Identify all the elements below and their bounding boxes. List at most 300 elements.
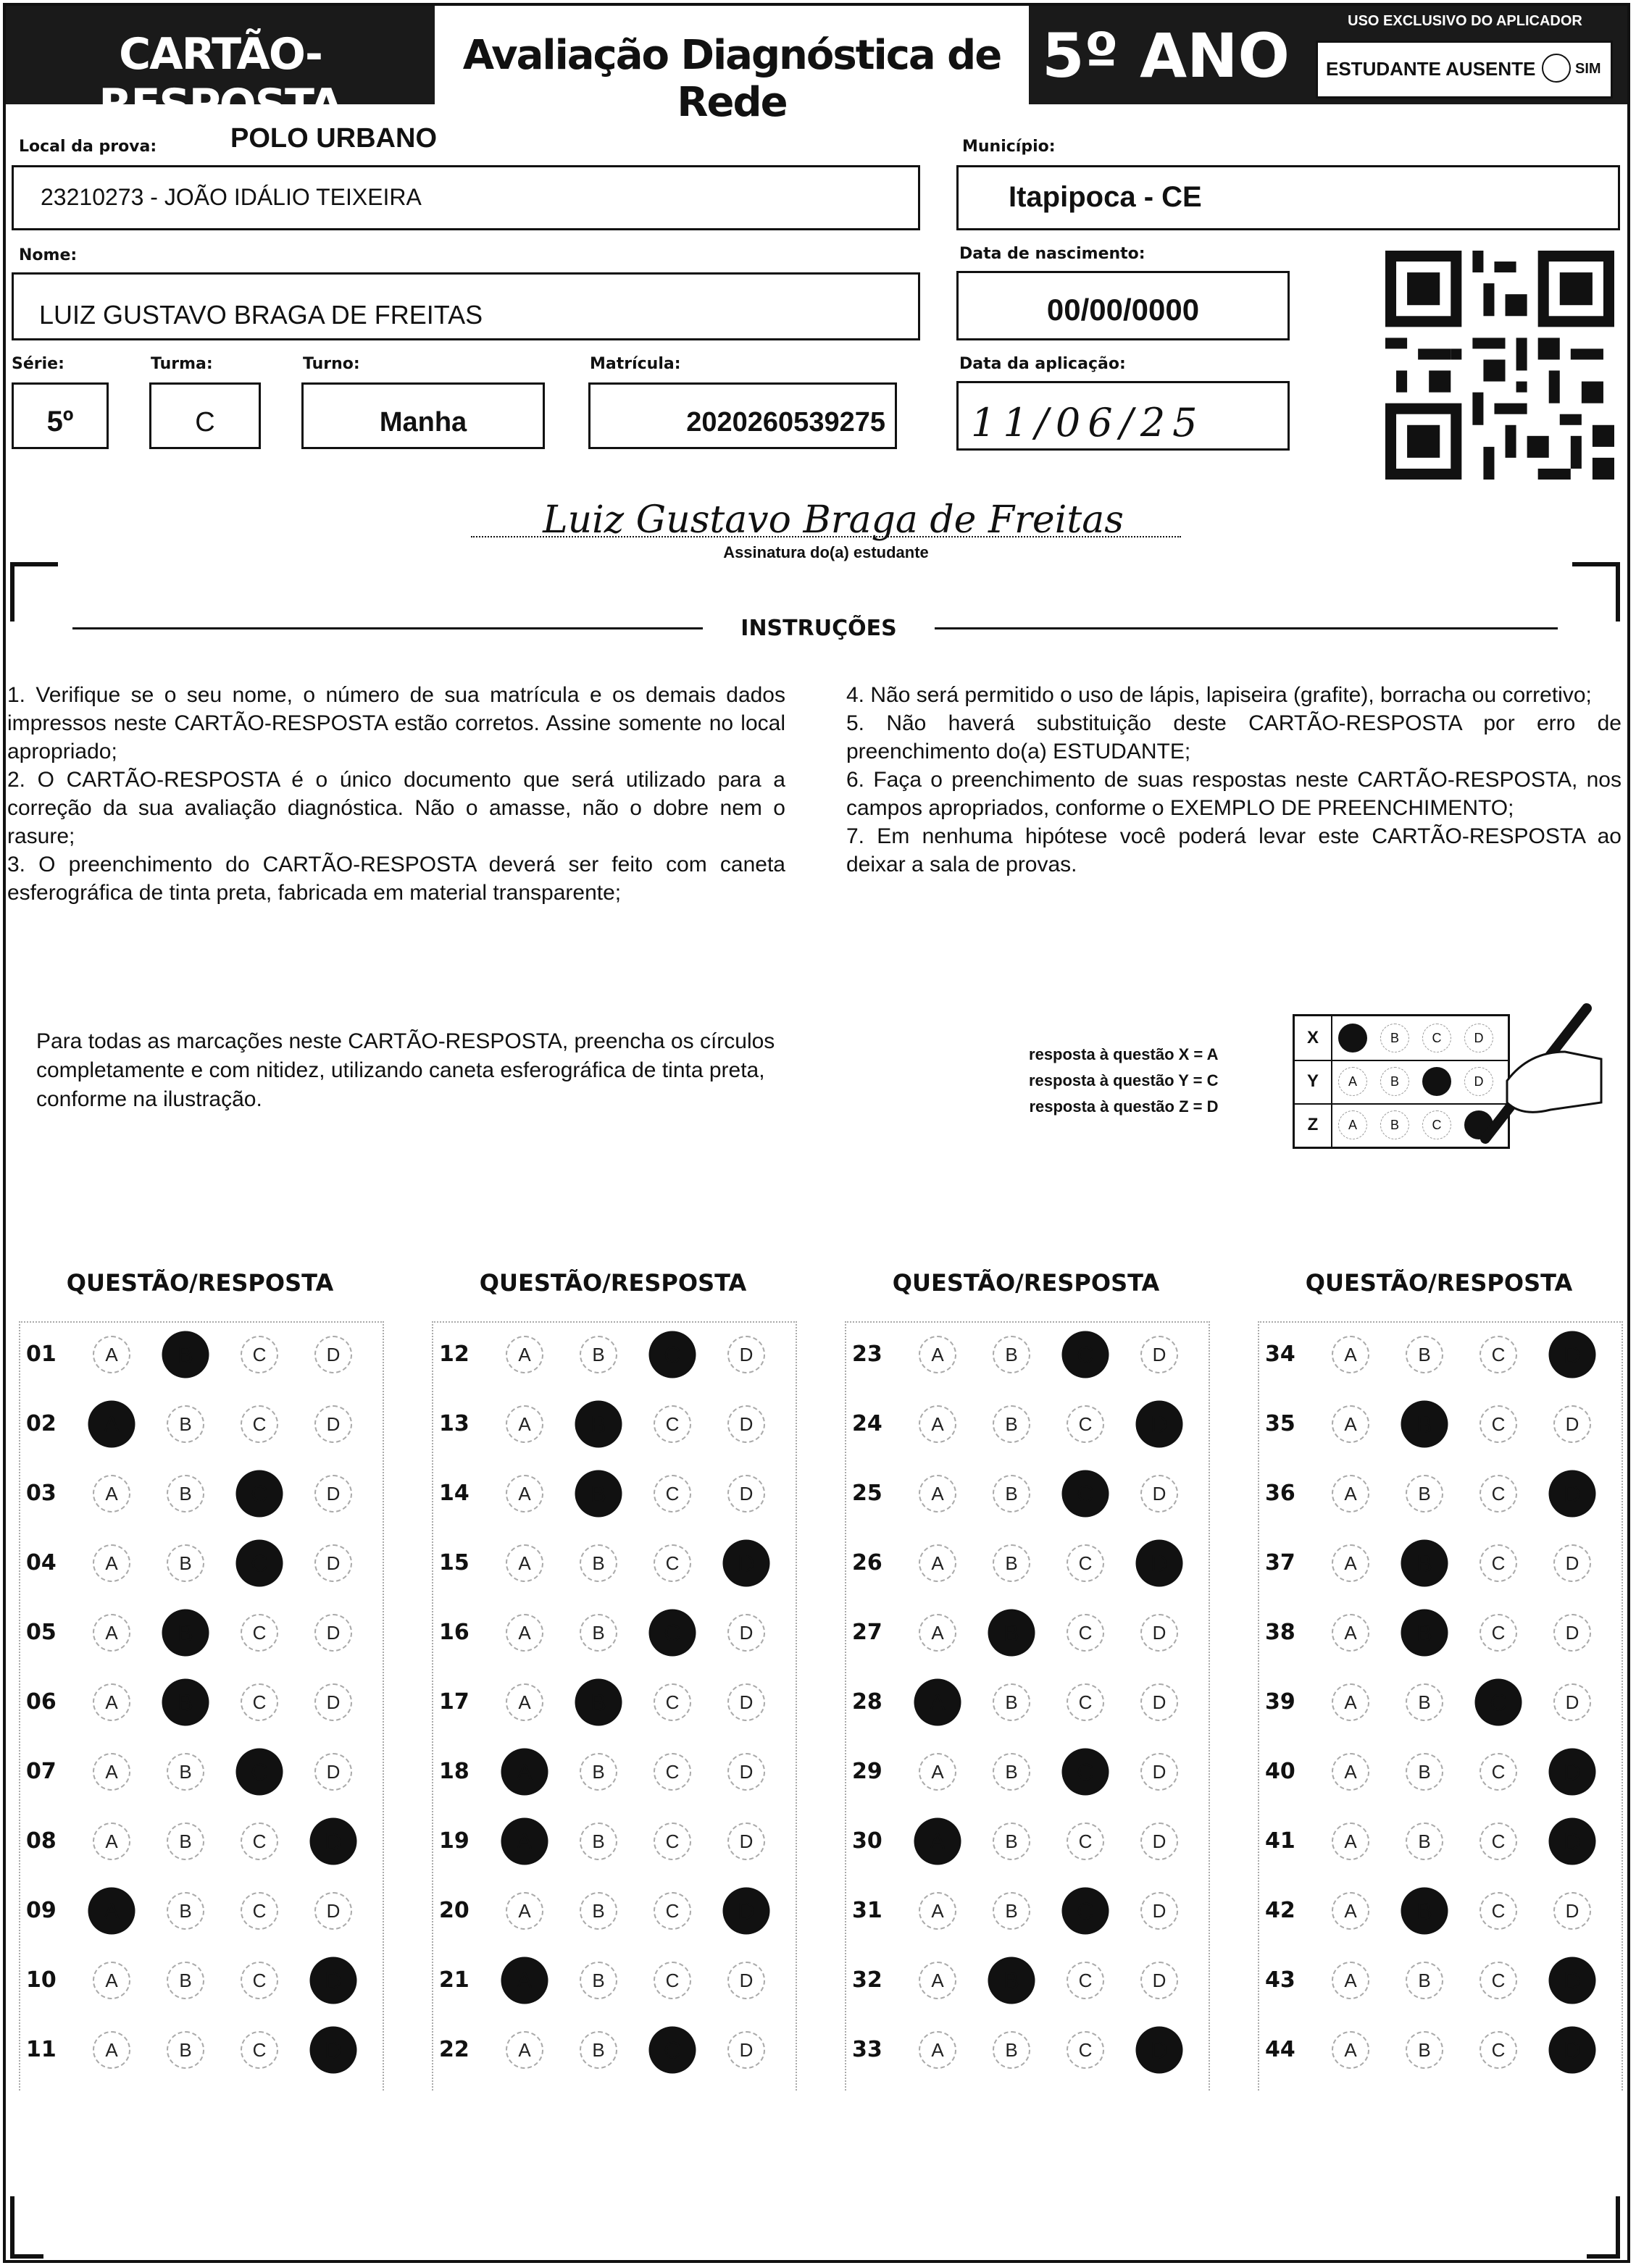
question-number: 15 bbox=[439, 1550, 469, 1576]
answer-row bbox=[425, 1823, 801, 1860]
absent-bubble[interactable] bbox=[1542, 54, 1571, 83]
answer-bubble-c[interactable]: C bbox=[1480, 1962, 1517, 1999]
answer-bubble-a[interactable]: A bbox=[506, 2031, 543, 2069]
answer-bubble-a[interactable]: A bbox=[1332, 1544, 1369, 1582]
answer-row bbox=[1251, 1683, 1627, 1721]
answer-bubble-c[interactable]: C bbox=[1067, 1823, 1104, 1860]
answer-bubble-d[interactable]: D bbox=[723, 1540, 770, 1587]
answer-bubble-b[interactable]: B bbox=[580, 2031, 617, 2069]
question-number: 07 bbox=[26, 1759, 57, 1784]
answer-row bbox=[1251, 1475, 1627, 1512]
turma-label: Turma: bbox=[151, 355, 213, 373]
answer-bubble-d[interactable]: D bbox=[1553, 1405, 1591, 1443]
answer-bubble-c[interactable]: C bbox=[1475, 1679, 1522, 1726]
answer-bubble-b[interactable]: B bbox=[1406, 1683, 1443, 1721]
answer-bubble-c[interactable]: C bbox=[236, 1470, 283, 1518]
question-number: 40 bbox=[1265, 1759, 1295, 1784]
answer-bubble-a[interactable]: A bbox=[88, 1401, 135, 1448]
question-number: 13 bbox=[439, 1411, 469, 1436]
answer-bubble-b[interactable]: B bbox=[162, 1331, 209, 1378]
answer-bubble-b[interactable]: B bbox=[1406, 1753, 1443, 1791]
signature-handwriting: Luiz Gustavo Braga de Freitas bbox=[543, 498, 1124, 542]
answer-bubble-b[interactable]: B bbox=[580, 1823, 617, 1860]
answer-bubble-a[interactable]: A bbox=[93, 2031, 130, 2069]
answer-bubble-c[interactable]: C bbox=[1062, 1470, 1109, 1518]
corner-mark-br bbox=[1587, 2196, 1620, 2259]
answer-bubble-a[interactable]: A bbox=[1332, 1405, 1369, 1443]
answer-bubble-a[interactable]: A bbox=[506, 1405, 543, 1443]
marking-note: Para todas as marcações neste CARTÃO-RESPOSTA, preencha os círculos completamente e com nitidez, utilizando caneta esferográfica de tinta preta, conforme na ilustração. bbox=[36, 1029, 775, 1111]
answer-bubble-d[interactable]: D bbox=[1553, 1892, 1591, 1930]
question-number: 08 bbox=[26, 1828, 57, 1854]
answer-bubble-c[interactable]: C bbox=[241, 1892, 278, 1930]
answer-bubble-c[interactable]: C bbox=[649, 2027, 696, 2074]
answer-row bbox=[12, 1823, 388, 1860]
question-number: 37 bbox=[1265, 1550, 1295, 1576]
answer-bubble-a[interactable]: A bbox=[919, 1962, 956, 1999]
answer-bubble-a[interactable]: A bbox=[93, 1475, 130, 1512]
answer-bubble-c[interactable]: C bbox=[1067, 1614, 1104, 1652]
exam-title: Avaliação Diagnóstica de Rede bbox=[462, 32, 1001, 126]
answer-bubble-d[interactable]: D bbox=[310, 1818, 357, 1865]
instructions-right bbox=[846, 681, 1622, 879]
question-number: 05 bbox=[26, 1620, 57, 1645]
answer-bubble-a[interactable]: A bbox=[919, 1753, 956, 1791]
answer-row bbox=[12, 1405, 388, 1443]
answer-bubble-b[interactable]: B bbox=[993, 1683, 1030, 1721]
corner-mark-tr bbox=[1572, 562, 1620, 622]
answer-bubble-d[interactable]: D bbox=[1140, 1336, 1178, 1373]
answer-bubble-a[interactable]: A bbox=[914, 1818, 961, 1865]
answer-bubble-d[interactable]: D bbox=[310, 1957, 357, 2004]
answer-row bbox=[838, 2031, 1214, 2069]
answer-bubble-b[interactable]: B bbox=[162, 1610, 209, 1657]
signature-label: Assinatura do(a) estudante bbox=[723, 543, 929, 561]
answer-bubble-a[interactable]: A bbox=[1332, 1475, 1369, 1512]
example-bubble-d: D bbox=[1464, 1067, 1493, 1096]
answer-bubble-b[interactable]: B bbox=[580, 1892, 617, 1930]
answer-bubble-b[interactable]: B bbox=[1406, 1962, 1443, 1999]
answer-row bbox=[12, 1336, 388, 1373]
answer-bubble-a[interactable]: A bbox=[93, 1753, 130, 1791]
question-number: 32 bbox=[852, 1967, 882, 1993]
question-number: 38 bbox=[1265, 1620, 1295, 1645]
answer-row bbox=[1251, 1614, 1627, 1652]
instruction-item: 5. Não haverá substituição deste CARTÃO-RESPOSTA por erro de preenchimento do(a) ESTUDANTE; bbox=[846, 711, 1622, 763]
answer-bubble-b[interactable]: B bbox=[1406, 1475, 1443, 1512]
answer-bubble-d[interactable]: D bbox=[314, 1544, 352, 1582]
question-number: 21 bbox=[439, 1967, 469, 1993]
answer-bubble-c[interactable]: C bbox=[241, 1405, 278, 1443]
answer-row bbox=[12, 2031, 388, 2069]
answer-bubble-b[interactable]: B bbox=[167, 1475, 204, 1512]
answer-bubble-d[interactable]: D bbox=[727, 1962, 765, 1999]
answer-bubble-a[interactable]: A bbox=[919, 1475, 956, 1512]
answer-bubble-b[interactable]: B bbox=[580, 1544, 617, 1582]
answer-bubble-d[interactable]: D bbox=[727, 1753, 765, 1791]
answer-bubble-c[interactable]: C bbox=[1480, 1475, 1517, 1512]
answer-bubble-a[interactable]: A bbox=[919, 2031, 956, 2069]
example-bubble-c: C bbox=[1422, 1024, 1451, 1053]
example-line: resposta à questão X = A bbox=[1029, 1045, 1219, 1063]
answer-bubble-b[interactable]: B bbox=[167, 2031, 204, 2069]
answer-bubble-d[interactable]: D bbox=[314, 1475, 352, 1512]
answer-bubble-d[interactable]: D bbox=[1140, 1753, 1178, 1791]
answer-bubble-c[interactable]: C bbox=[241, 1683, 278, 1721]
question-number: 39 bbox=[1265, 1689, 1295, 1715]
answer-bubble-a[interactable]: A bbox=[93, 1614, 130, 1652]
answer-bubble-d[interactable]: D bbox=[727, 1683, 765, 1721]
question-number: 04 bbox=[26, 1550, 57, 1576]
answer-bubble-b[interactable]: B bbox=[575, 1401, 622, 1448]
answer-bubble-a[interactable]: A bbox=[919, 1336, 956, 1373]
question-number: 27 bbox=[852, 1620, 882, 1645]
applicator-title: USO EXCLUSIVO DO APLICADOR bbox=[1348, 13, 1582, 29]
answer-bubble-b[interactable]: B bbox=[1406, 1823, 1443, 1860]
question-number: 18 bbox=[439, 1759, 469, 1784]
answer-column-title: QUESTÃO/RESPOSTA bbox=[1305, 1269, 1573, 1297]
answer-row bbox=[838, 1683, 1214, 1721]
answer-bubble-b[interactable]: B bbox=[167, 1405, 204, 1443]
signature-line bbox=[471, 536, 1181, 537]
answer-bubble-a[interactable]: A bbox=[919, 1544, 956, 1582]
answer-bubble-d[interactable]: D bbox=[1549, 1749, 1596, 1796]
answer-bubble-c[interactable]: C bbox=[1480, 1336, 1517, 1373]
answer-bubble-d[interactable]: D bbox=[310, 2027, 357, 2074]
answer-bubble-c[interactable]: C bbox=[1480, 1405, 1517, 1443]
answer-bubble-d[interactable]: D bbox=[723, 1888, 770, 1935]
answer-bubble-a[interactable]: A bbox=[506, 1614, 543, 1652]
answer-row bbox=[1251, 1962, 1627, 1999]
answer-bubble-b[interactable]: B bbox=[167, 1892, 204, 1930]
nome-value: LUIZ GUSTAVO BRAGA DE FREITAS bbox=[39, 300, 483, 330]
answer-bubble-b[interactable]: B bbox=[1401, 1401, 1448, 1448]
answer-bubble-b[interactable]: B bbox=[993, 1405, 1030, 1443]
answer-bubble-c[interactable]: C bbox=[241, 1823, 278, 1860]
answer-bubble-d[interactable]: D bbox=[314, 1753, 352, 1791]
answer-bubble-c[interactable]: C bbox=[1067, 1544, 1104, 1582]
answer-bubble-c[interactable]: C bbox=[654, 1962, 691, 1999]
answer-bubble-c[interactable]: C bbox=[1480, 2031, 1517, 2069]
answer-row bbox=[12, 1475, 388, 1512]
answer-bubble-d[interactable]: D bbox=[1136, 1540, 1183, 1587]
answer-bubble-c[interactable]: C bbox=[1480, 1753, 1517, 1791]
answer-bubble-c[interactable]: C bbox=[241, 1336, 278, 1373]
answer-bubble-b[interactable]: B bbox=[167, 1753, 204, 1791]
example-line: resposta à questão Y = C bbox=[1029, 1071, 1219, 1089]
question-number: 02 bbox=[26, 1411, 57, 1436]
answer-bubble-b[interactable]: B bbox=[988, 1957, 1035, 2004]
answer-bubble-b[interactable]: B bbox=[167, 1823, 204, 1860]
answer-row bbox=[12, 1962, 388, 1999]
answer-bubble-c[interactable]: C bbox=[649, 1610, 696, 1657]
answer-bubble-d[interactable]: D bbox=[1140, 1475, 1178, 1512]
question-number: 36 bbox=[1265, 1481, 1295, 1506]
absent-label: ESTUDANTE AUSENTE bbox=[1326, 58, 1536, 80]
example-row bbox=[1295, 1016, 1508, 1061]
answer-bubble-c[interactable]: C bbox=[654, 1544, 691, 1582]
example-line: resposta à questão Z = D bbox=[1029, 1097, 1219, 1116]
answer-bubble-b[interactable]: B bbox=[1401, 1540, 1448, 1587]
answer-bubble-d[interactable]: D bbox=[1140, 1962, 1178, 1999]
answer-bubble-d[interactable]: D bbox=[727, 2031, 765, 2069]
answer-row bbox=[12, 1614, 388, 1652]
question-number: 09 bbox=[26, 1898, 57, 1923]
answer-bubble-c[interactable]: C bbox=[1480, 1614, 1517, 1652]
matricula-label: Matrícula: bbox=[590, 355, 681, 373]
serie-value: 5º bbox=[46, 406, 74, 438]
answer-bubble-d[interactable]: D bbox=[314, 1683, 352, 1721]
question-number: 31 bbox=[852, 1898, 882, 1923]
question-number: 11 bbox=[26, 2037, 57, 2062]
answer-bubble-d[interactable]: D bbox=[314, 1405, 352, 1443]
answer-bubble-c[interactable]: C bbox=[1480, 1544, 1517, 1582]
answer-bubble-c[interactable]: C bbox=[241, 2031, 278, 2069]
answer-bubble-c[interactable]: C bbox=[654, 1892, 691, 1930]
nome-label: Nome: bbox=[19, 246, 78, 264]
answer-bubble-d[interactable]: D bbox=[727, 1405, 765, 1443]
answer-bubble-c[interactable]: C bbox=[1062, 1749, 1109, 1796]
instruction-item: 2. O CARTÃO-RESPOSTA é o único documento que será utilizado para a correção da sua avaliação diagnóstica. Não o amasse, não o dobre nem o rasure; bbox=[7, 768, 785, 848]
answer-bubble-b[interactable]: B bbox=[575, 1470, 622, 1518]
answer-bubble-b[interactable]: B bbox=[993, 1753, 1030, 1791]
answer-bubble-c[interactable]: C bbox=[1067, 1405, 1104, 1443]
answer-bubble-d[interactable]: D bbox=[1136, 1401, 1183, 1448]
question-number: 28 bbox=[852, 1689, 882, 1715]
answer-bubble-a[interactable]: A bbox=[93, 1683, 130, 1721]
answer-row bbox=[12, 1753, 388, 1791]
corner-mark-bl bbox=[10, 2196, 43, 2259]
answer-bubble-a[interactable]: A bbox=[506, 1683, 543, 1721]
example-bubble-a: A bbox=[1338, 1067, 1367, 1096]
answer-bubble-c[interactable]: C bbox=[1480, 1892, 1517, 1930]
answer-bubble-c[interactable]: C bbox=[654, 1683, 691, 1721]
answer-bubble-a[interactable]: A bbox=[501, 1818, 548, 1865]
answer-bubble-d[interactable]: D bbox=[1553, 1614, 1591, 1652]
answer-bubble-d[interactable]: D bbox=[727, 1614, 765, 1652]
municipio-value: Itapipoca - CE bbox=[1009, 181, 1202, 213]
answer-bubble-a[interactable]: A bbox=[1332, 1753, 1369, 1791]
answer-bubble-d[interactable]: D bbox=[1140, 1614, 1178, 1652]
answer-bubble-a[interactable]: A bbox=[1332, 1683, 1369, 1721]
answer-bubble-d[interactable]: D bbox=[1549, 1331, 1596, 1378]
answer-row bbox=[838, 1753, 1214, 1791]
answer-bubble-c[interactable]: C bbox=[241, 1614, 278, 1652]
answer-bubble-b[interactable]: B bbox=[580, 1614, 617, 1652]
answer-row bbox=[1251, 1892, 1627, 1930]
question-number: 03 bbox=[26, 1481, 57, 1506]
answer-bubble-a[interactable]: A bbox=[93, 1336, 130, 1373]
answer-bubble-b[interactable]: B bbox=[993, 1892, 1030, 1930]
answer-bubble-c[interactable]: C bbox=[241, 1962, 278, 1999]
grade-title: 5º ANO bbox=[1042, 20, 1290, 91]
example-bubble-c: C bbox=[1422, 1110, 1451, 1139]
answer-row bbox=[12, 1683, 388, 1721]
answer-bubble-c[interactable]: C bbox=[654, 1823, 691, 1860]
answer-bubble-b[interactable]: B bbox=[993, 1544, 1030, 1582]
answer-row bbox=[12, 1544, 388, 1582]
answer-bubble-b[interactable]: B bbox=[1401, 1610, 1448, 1657]
answer-bubble-a[interactable]: A bbox=[919, 1614, 956, 1652]
qr-code-icon bbox=[1385, 251, 1614, 480]
answer-bubble-d[interactable]: D bbox=[314, 1336, 352, 1373]
answer-bubble-d[interactable]: D bbox=[727, 1823, 765, 1860]
answer-bubble-b[interactable]: B bbox=[162, 1679, 209, 1726]
answer-row bbox=[425, 1475, 801, 1512]
instr-rule-left bbox=[72, 627, 703, 629]
answer-bubble-b[interactable]: B bbox=[167, 1962, 204, 1999]
example-bubble-b: B bbox=[1380, 1067, 1409, 1096]
answer-bubble-a[interactable]: A bbox=[506, 1892, 543, 1930]
answer-bubble-d[interactable]: D bbox=[1549, 1470, 1596, 1518]
answer-bubble-b[interactable]: B bbox=[1406, 1336, 1443, 1373]
answer-bubble-b[interactable]: B bbox=[1406, 2031, 1443, 2069]
example-row bbox=[1295, 1060, 1508, 1105]
answer-bubble-a[interactable]: A bbox=[501, 1749, 548, 1796]
answer-bubble-c[interactable]: C bbox=[236, 1540, 283, 1587]
answer-bubble-c[interactable]: C bbox=[236, 1749, 283, 1796]
example-bubble-a: A bbox=[1338, 1110, 1367, 1139]
answer-bubble-d[interactable]: D bbox=[1140, 1683, 1178, 1721]
local-value: POLO URBANO bbox=[230, 123, 437, 154]
answer-row bbox=[425, 1753, 801, 1791]
answer-row bbox=[425, 2031, 801, 2069]
answer-row bbox=[838, 1544, 1214, 1582]
answer-row bbox=[838, 1405, 1214, 1443]
answer-bubble-d[interactable]: D bbox=[727, 1475, 765, 1512]
aplicacao-label: Data da aplicação: bbox=[959, 355, 1126, 373]
answer-bubble-c[interactable]: C bbox=[1062, 1331, 1109, 1378]
answer-bubble-a[interactable]: A bbox=[1332, 1336, 1369, 1373]
answer-bubble-a[interactable]: A bbox=[1332, 1614, 1369, 1652]
question-number: 30 bbox=[852, 1828, 882, 1854]
answer-bubble-d[interactable]: D bbox=[727, 1336, 765, 1373]
answer-bubble-b[interactable]: B bbox=[580, 1336, 617, 1373]
answer-bubble-c[interactable]: C bbox=[1480, 1823, 1517, 1860]
answer-bubble-a[interactable]: A bbox=[501, 1957, 548, 2004]
answer-bubble-c[interactable]: C bbox=[654, 1753, 691, 1791]
question-number: 19 bbox=[439, 1828, 469, 1854]
answer-row bbox=[425, 1614, 801, 1652]
answer-bubble-a[interactable]: A bbox=[919, 1892, 956, 1930]
answer-bubble-b[interactable]: B bbox=[993, 1475, 1030, 1512]
answer-bubble-d[interactable]: D bbox=[314, 1614, 352, 1652]
answer-bubble-b[interactable]: B bbox=[993, 1336, 1030, 1373]
question-number: 25 bbox=[852, 1481, 882, 1506]
answer-row bbox=[425, 1544, 801, 1582]
answer-bubble-d[interactable]: D bbox=[1140, 1892, 1178, 1930]
answer-row bbox=[1251, 1753, 1627, 1791]
question-number: 41 bbox=[1265, 1828, 1295, 1854]
answer-bubble-a[interactable]: A bbox=[914, 1679, 961, 1726]
answer-bubble-b[interactable]: B bbox=[575, 1679, 622, 1726]
question-number: 42 bbox=[1265, 1898, 1295, 1923]
question-number: 17 bbox=[439, 1689, 469, 1715]
answer-bubble-c[interactable]: C bbox=[1067, 2031, 1104, 2069]
answer-bubble-d[interactable]: D bbox=[1549, 1957, 1596, 2004]
answer-row bbox=[425, 1336, 801, 1373]
answer-bubble-b[interactable]: B bbox=[167, 1544, 204, 1582]
answer-bubble-c[interactable]: C bbox=[654, 1475, 691, 1512]
answer-bubble-b[interactable]: B bbox=[1401, 1888, 1448, 1935]
answer-bubble-a[interactable]: A bbox=[88, 1888, 135, 1935]
answer-bubble-b[interactable]: B bbox=[993, 2031, 1030, 2069]
answer-bubble-c[interactable]: C bbox=[1067, 1962, 1104, 1999]
answer-row bbox=[838, 1823, 1214, 1860]
answer-bubble-d[interactable]: D bbox=[1553, 1544, 1591, 1582]
answer-bubble-a[interactable]: A bbox=[506, 1544, 543, 1582]
answer-bubble-a[interactable]: A bbox=[93, 1544, 130, 1582]
answer-row bbox=[838, 1336, 1214, 1373]
answer-bubble-a[interactable]: A bbox=[93, 1962, 130, 1999]
answer-row bbox=[838, 1475, 1214, 1512]
answer-bubble-a[interactable]: A bbox=[93, 1823, 130, 1860]
question-number: 24 bbox=[852, 1411, 882, 1436]
instruction-item: 3. O preenchimento do CARTÃO-RESPOSTA deverá ser feito com caneta esferográfica de tinta preta, fabricada em material transparente; bbox=[7, 853, 785, 905]
answer-bubble-a[interactable]: A bbox=[1332, 2031, 1369, 2069]
answer-bubble-a[interactable]: A bbox=[1332, 1892, 1369, 1930]
answer-bubble-a[interactable]: A bbox=[1332, 1823, 1369, 1860]
answer-bubble-d[interactable]: D bbox=[1549, 2027, 1596, 2074]
answer-row bbox=[425, 1892, 801, 1930]
answer-row bbox=[838, 1962, 1214, 1999]
answer-bubble-b[interactable]: B bbox=[580, 1753, 617, 1791]
answer-row bbox=[1251, 1405, 1627, 1443]
answer-bubble-c[interactable]: C bbox=[654, 1405, 691, 1443]
answer-bubble-c[interactable]: C bbox=[649, 1331, 696, 1378]
answer-row bbox=[425, 1405, 801, 1443]
question-number: 29 bbox=[852, 1759, 882, 1784]
instructions-left bbox=[7, 681, 785, 907]
question-number: 34 bbox=[1265, 1342, 1295, 1367]
question-number: 12 bbox=[439, 1342, 469, 1367]
answer-bubble-a[interactable]: A bbox=[506, 1475, 543, 1512]
aplicacao-value: 11/06/25 bbox=[971, 400, 1205, 445]
answer-bubble-b[interactable]: B bbox=[580, 1962, 617, 1999]
answer-bubble-c[interactable]: C bbox=[1067, 1683, 1104, 1721]
instruction-item: 4. Não será permitido o uso de lápis, lapiseira (grafite), borracha ou corretivo; bbox=[846, 683, 1592, 707]
municipio-label: Município: bbox=[962, 138, 1056, 156]
corner-mark-tl bbox=[10, 562, 58, 622]
answer-bubble-d[interactable]: D bbox=[1553, 1683, 1591, 1721]
example-legend bbox=[1029, 1042, 1218, 1120]
answer-bubble-d[interactable]: D bbox=[1549, 1818, 1596, 1865]
answer-bubble-b[interactable]: B bbox=[988, 1610, 1035, 1657]
example-bubble-a bbox=[1338, 1024, 1367, 1053]
question-number: 26 bbox=[852, 1550, 882, 1576]
question-number: 14 bbox=[439, 1481, 469, 1506]
answer-bubble-b[interactable]: B bbox=[993, 1823, 1030, 1860]
answer-bubble-d[interactable]: D bbox=[1140, 1823, 1178, 1860]
question-number: 06 bbox=[26, 1689, 57, 1715]
example-grid bbox=[1293, 1014, 1510, 1149]
question-number: 33 bbox=[852, 2037, 882, 2062]
question-number: 10 bbox=[26, 1967, 57, 1993]
question-number: 16 bbox=[439, 1620, 469, 1645]
answer-bubble-d[interactable]: D bbox=[314, 1892, 352, 1930]
answer-bubble-d[interactable]: D bbox=[1136, 2027, 1183, 2074]
pen-hand-icon bbox=[1478, 994, 1608, 1153]
example-bubble-b: B bbox=[1380, 1024, 1409, 1053]
instruction-item: 7. Em nenhuma hipótese você poderá levar este CARTÃO-RESPOSTA ao deixar a sala de provas. bbox=[846, 824, 1622, 876]
answer-bubble-c[interactable]: C bbox=[1062, 1888, 1109, 1935]
turno-label: Turno: bbox=[303, 355, 360, 373]
answer-bubble-a[interactable]: A bbox=[506, 1336, 543, 1373]
answer-bubble-a[interactable]: A bbox=[1332, 1962, 1369, 1999]
instr-rule-right bbox=[935, 627, 1558, 629]
question-number: 20 bbox=[439, 1898, 469, 1923]
answer-bubble-a[interactable]: A bbox=[919, 1405, 956, 1443]
